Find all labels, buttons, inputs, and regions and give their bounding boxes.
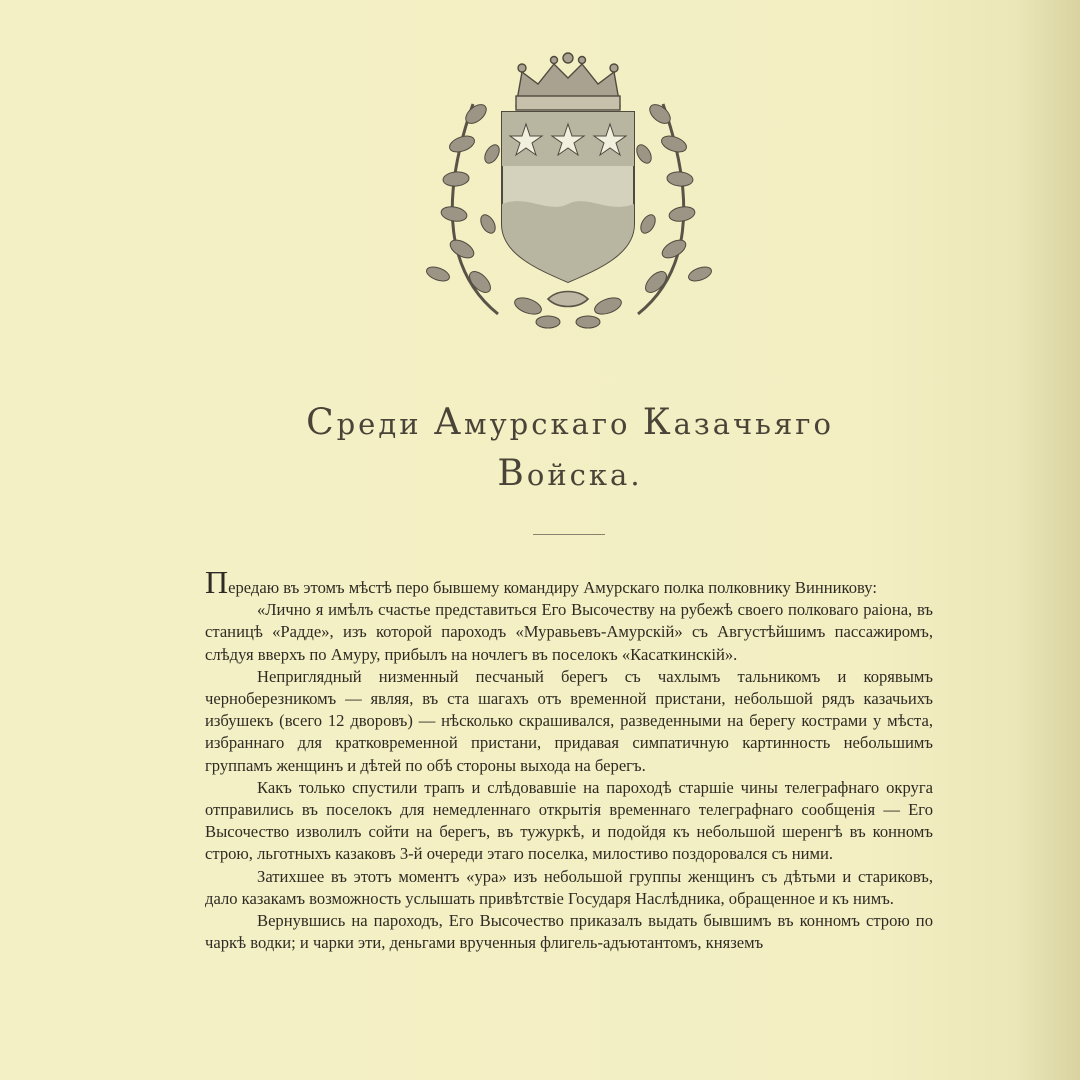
title-line-1: Среди Амурскаго Казачьяго (306, 402, 834, 443)
paragraph-3: Неприглядный низменный песчаный берегъ съ чахлымъ тальникомъ и корявымъ черноберезникомъ — являя, въ ста шагахъ отъ временной пристани, небольшой рядъ казачьихъ избушекъ (всего 12 дворовъ) — нѣсколько скрашивался, разведенными на берегу кострами у мѣста, избраннаго для кратковременной пристани, придавая симпатичную картинность небольшимъ группамъ женщинъ и дѣтей по обѣ стороны выхода на берегъ. (205, 666, 933, 775)
drop-cap: П (205, 564, 229, 600)
paragraph-1: Передаю въ этомъ мѣстѣ перо бывшему командиру Амурскаго полка полковнику Винникову: (205, 564, 877, 600)
paragraph-5: Затихшее въ этотъ моментъ «ура» изъ небольшой группы женщинъ съ дѣтьми и стариковъ, дало казакамъ возможность услышать привѣтствіе Государя Наслѣдника, обращенное и къ нимъ. (205, 866, 933, 908)
paragraph-2: «Лично я имѣлъ счастье представиться Его Высочеству на рубежѣ своего полковаго раіона, въ станицѣ «Радде», изъ которой пароходъ «Муравьевъ-Амурскій» съ Августѣйшимъ пассажиромъ, слѣдуя вверхъ по Амуру, прибылъ на ночлегъ въ поселокъ «Касаткинскій». (205, 600, 933, 664)
coat-of-arms-icon (418, 44, 718, 334)
divider (533, 534, 605, 535)
title-line-2: Войска. (497, 453, 643, 494)
body-text (205, 564, 933, 954)
paragraph-6: Вернувшись на пароходъ, Его Высочество приказалъ выдать бывшимъ въ конномъ строю по чаркѣ водки; и чарки эти, деньгами врученныя флигель-адъютантомъ, княземъ (205, 911, 933, 953)
paragraph-4: Какъ только спустили трапъ и слѣдовавшіе на пароходѣ старшіе чины телеграфнаго округа отправились въ поселокъ для немедленнаго открытія временнаго телеграфнаго сообщенія — Его Высочество изволилъ сойти на берегъ, въ тужуркѣ, и подойдя къ небольшой шеренгѣ въ конномъ строю, льготныхъ казаковъ 3-й очереди этаго поселка, милостиво поздоровался съ ними. (205, 777, 933, 864)
page-title (140, 398, 1000, 500)
